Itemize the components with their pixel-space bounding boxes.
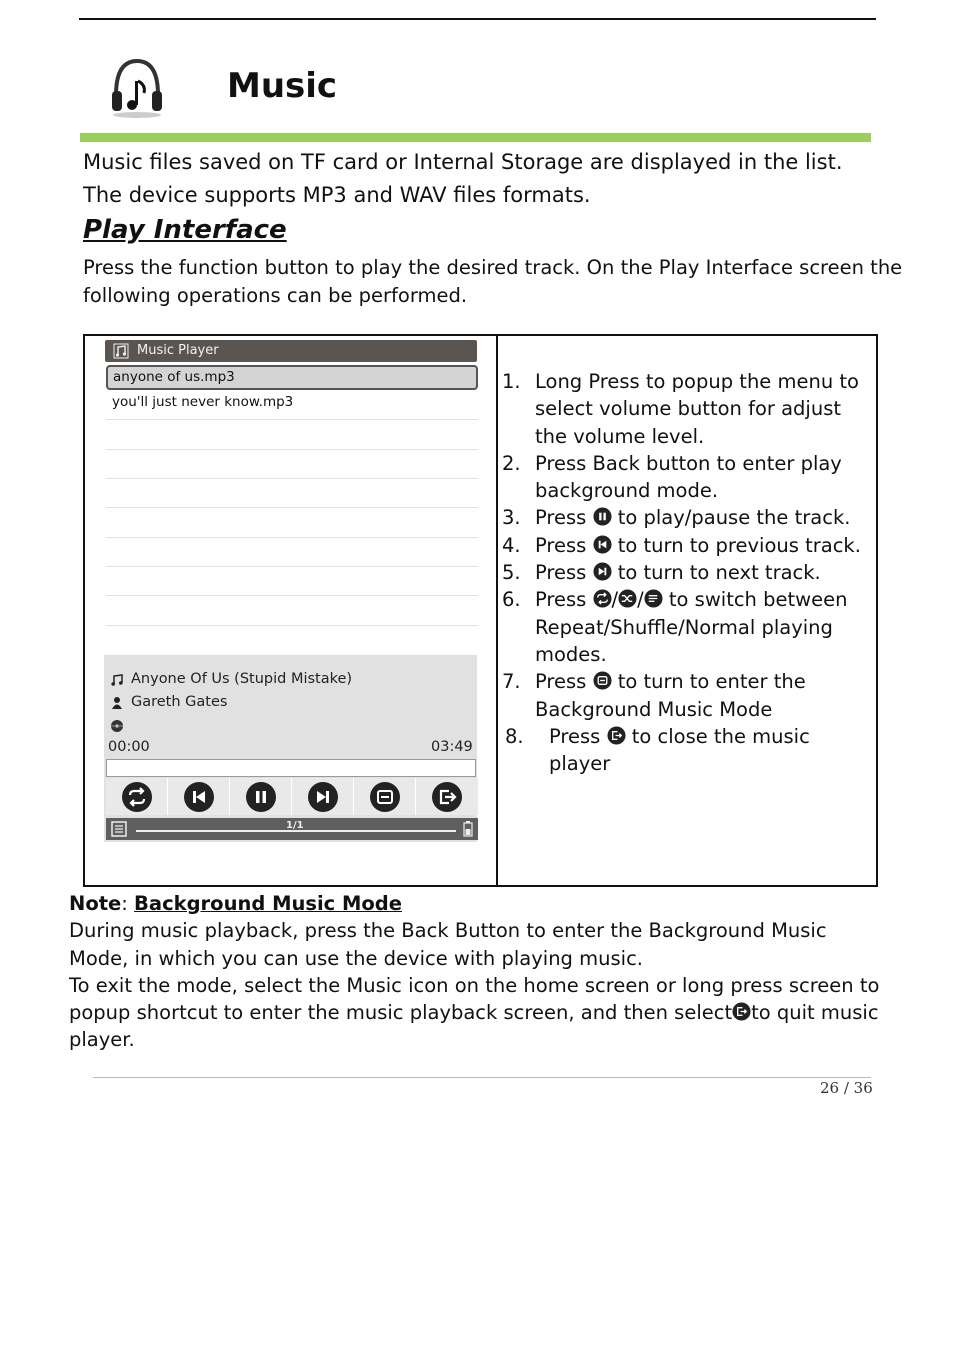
track-item[interactable] bbox=[106, 390, 478, 420]
step-text: to turn to previous track. bbox=[617, 533, 861, 557]
step-item bbox=[502, 532, 875, 559]
empty-list-row bbox=[106, 625, 478, 654]
previous-track-icon bbox=[183, 781, 215, 813]
artist-name: Gareth Gates bbox=[131, 694, 228, 710]
step-text: to turn to next track. bbox=[617, 561, 821, 585]
step-item bbox=[502, 559, 875, 586]
step-item bbox=[502, 723, 875, 778]
next-track-icon bbox=[307, 781, 339, 813]
empty-list-row bbox=[106, 449, 478, 479]
step-number: 6. bbox=[502, 588, 521, 612]
step-text: to turn to enter the Background Music Mode bbox=[535, 670, 806, 721]
shuffle-icon bbox=[618, 589, 637, 608]
step-text: Press bbox=[535, 533, 587, 557]
step-item bbox=[502, 450, 875, 505]
empty-list-row bbox=[106, 508, 478, 538]
progress-bar[interactable] bbox=[106, 759, 476, 777]
normal-order-icon bbox=[644, 589, 663, 608]
battery-icon bbox=[463, 821, 473, 837]
section-heading: Play Interface bbox=[83, 215, 287, 245]
empty-list-row bbox=[106, 596, 478, 626]
song-note-icon bbox=[110, 673, 124, 687]
player-header-title: Music Player bbox=[137, 343, 219, 358]
step-number: 8. bbox=[505, 724, 524, 748]
step-number: 3. bbox=[502, 506, 521, 530]
exit-icon bbox=[431, 781, 463, 813]
intro-line-2: The device supports MP3 and WAV files formats. bbox=[83, 183, 591, 207]
album-disc-icon bbox=[110, 719, 124, 733]
minimize-icon bbox=[593, 671, 612, 690]
menu-list-icon[interactable] bbox=[111, 821, 127, 837]
player-header bbox=[105, 340, 477, 362]
step-text: to close the music player bbox=[549, 724, 810, 776]
pause-icon bbox=[593, 507, 612, 526]
note-label: Note bbox=[69, 892, 122, 915]
step-text: Press bbox=[535, 561, 587, 585]
step-number: 2. bbox=[502, 451, 521, 475]
table-divider bbox=[496, 336, 498, 885]
step-item bbox=[502, 504, 875, 531]
step-text: to play/pause the track. bbox=[617, 506, 851, 530]
play-pause-button[interactable] bbox=[230, 778, 292, 815]
top-rule bbox=[79, 18, 876, 20]
step-number: 7. bbox=[502, 670, 521, 694]
step-item bbox=[502, 368, 875, 450]
empty-list-row bbox=[106, 537, 478, 567]
now-playing-panel bbox=[104, 655, 477, 842]
repeat-icon bbox=[121, 781, 153, 813]
note-text: To exit the mode, select the Music icon on the home screen or long press screen to popup shortcut to enter the music playback screen, and then select bbox=[69, 973, 880, 1025]
note-paragraph-2 bbox=[69, 972, 889, 1054]
step-item bbox=[502, 668, 875, 723]
page-number: 26 / 36 bbox=[820, 1079, 873, 1097]
section-lead: Press the function button to play the desired track. On the Play Interface screen the following operations can be performed. bbox=[83, 256, 903, 307]
footer-rule bbox=[93, 1077, 871, 1078]
steps-list bbox=[502, 368, 875, 777]
track-name: anyone of us.mp3 bbox=[113, 369, 235, 385]
background-mode-button[interactable] bbox=[354, 778, 416, 815]
step-text: Long Press to popup the menu to select volume button for adjust the volume level. bbox=[535, 370, 859, 448]
status-bar bbox=[106, 818, 478, 840]
time-total: 03:49 bbox=[431, 739, 473, 755]
page-indicator: 1/1 bbox=[286, 820, 304, 831]
page-title: Music bbox=[227, 66, 338, 106]
music-note-icon bbox=[113, 343, 129, 359]
step-item: 6. Press / / to switch between Repeat/Shuffle/Normal playing modes. bbox=[502, 588, 848, 666]
intro-line-1: Music files saved on TF card or Internal Storage are displayed in the list. bbox=[83, 150, 843, 174]
step-text: Press bbox=[549, 724, 601, 748]
song-title: Anyone Of Us (Stupid Mistake) bbox=[131, 671, 353, 687]
exit-button[interactable] bbox=[416, 778, 477, 815]
title-underline-bar bbox=[80, 133, 871, 142]
empty-list-row bbox=[106, 566, 478, 596]
step-text: Press bbox=[535, 670, 587, 694]
note-heading: Background Music Mode bbox=[134, 892, 402, 915]
track-item-selected[interactable] bbox=[106, 365, 478, 390]
next-track-icon bbox=[593, 562, 612, 581]
repeat-icon bbox=[593, 589, 612, 608]
step-text: Press bbox=[535, 506, 587, 530]
previous-track-icon bbox=[593, 535, 612, 554]
step-number: 5. bbox=[502, 561, 521, 585]
step-number: 1. bbox=[502, 370, 521, 393]
pause-icon bbox=[245, 781, 277, 813]
step-text: Press Back button to enter play background mode. bbox=[535, 451, 842, 503]
minimize-icon bbox=[369, 781, 401, 813]
note-paragraph-1: During music playback, press the Back Button to enter the Background Music Mode, in which you can use the device with playing music. bbox=[69, 919, 827, 970]
note-text: to quit music player. bbox=[69, 1001, 879, 1052]
step-text: to switch between Repeat/Shuffle/Normal playing modes. bbox=[535, 588, 848, 666]
repeat-button[interactable] bbox=[106, 778, 168, 815]
headphones-music-icon bbox=[108, 55, 166, 119]
intro-text bbox=[83, 146, 943, 212]
empty-list-row bbox=[106, 420, 478, 450]
note-section: Note: Background Music Mode During music playback, press the Back Button to enter the Background Music Mode, in which you can use the device with playing music. To exit the mode, select the Music icon on the home screen or long press screen to popup shortcut to enter the music playback screen, and then select to quit music player. bbox=[69, 890, 889, 1054]
step-number: 4. bbox=[502, 533, 521, 557]
previous-button[interactable] bbox=[168, 778, 230, 815]
exit-icon bbox=[607, 726, 626, 745]
track-name: you'll just never know.mp3 bbox=[112, 394, 294, 410]
next-button[interactable] bbox=[292, 778, 354, 815]
time-elapsed: 00:00 bbox=[108, 739, 150, 755]
player-screenshot bbox=[103, 338, 478, 842]
exit-icon bbox=[732, 1002, 751, 1021]
artist-icon bbox=[111, 696, 123, 710]
step-text: Press bbox=[535, 588, 587, 612]
empty-list-row bbox=[106, 478, 478, 508]
control-bar bbox=[106, 778, 478, 815]
